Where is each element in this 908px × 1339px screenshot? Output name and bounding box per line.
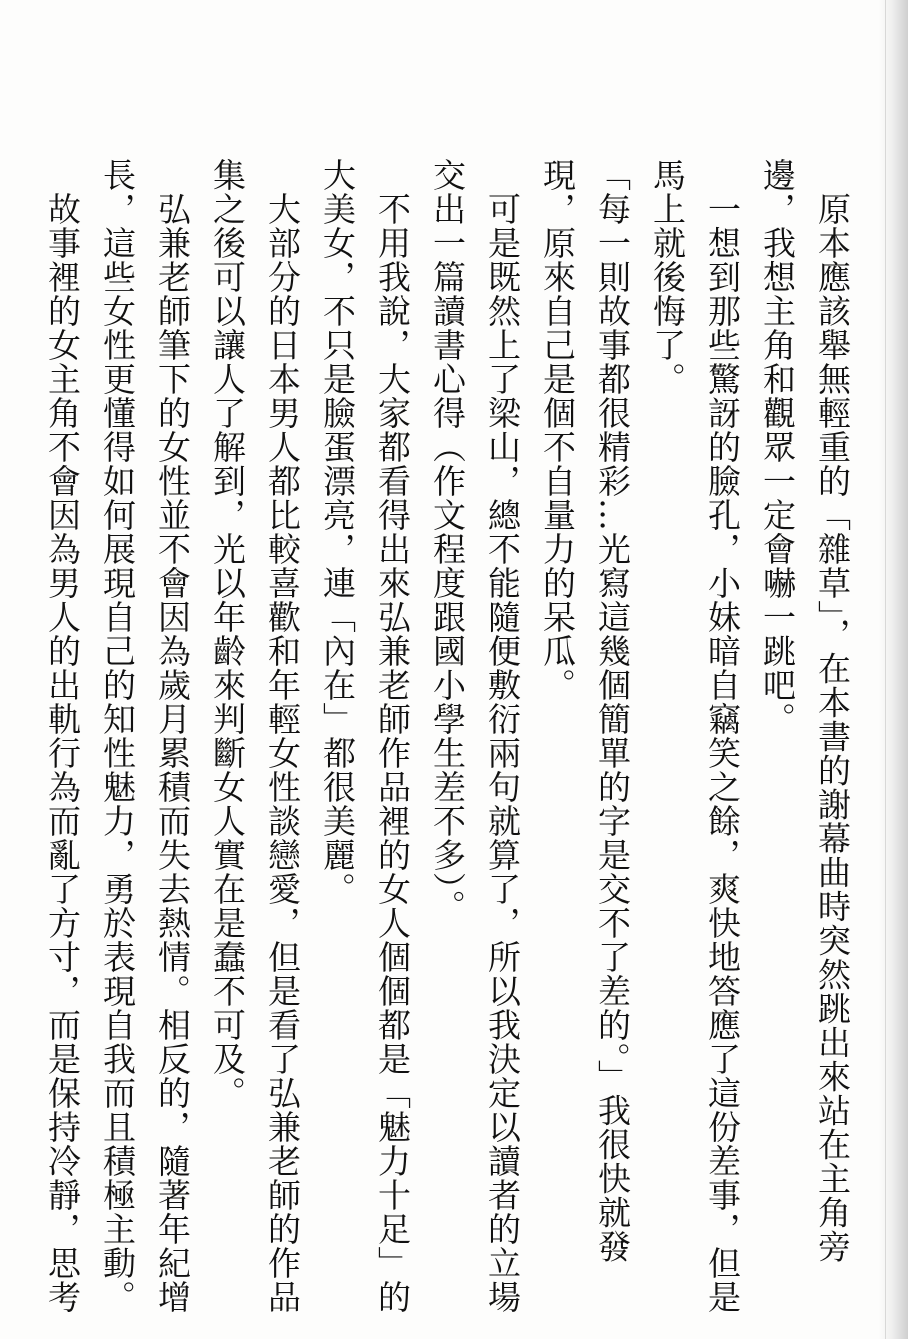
text-line: 原本應該舉無輕重的「雜草」，在本書的謝幕曲時突然跳出來站在主角旁 xyxy=(813,158,852,1264)
text-line: 馬上就後悔了。 xyxy=(648,158,687,396)
page-edge-shadow xyxy=(878,0,908,1339)
vertical-text-body xyxy=(35,158,860,1314)
text-line: 弘兼老師筆下的女性並不會因為歲月累積而失去熱情。相反的，隨著年紀增 xyxy=(153,158,192,1314)
text-line: 大美女，不只是臉蛋漂亮，連「內在」都很美麗。 xyxy=(318,158,357,906)
text-line: 邊，我想主角和觀眾一定會嚇一跳吧。 xyxy=(758,158,797,736)
text-line: 「每一則故事都很精彩…光寫這幾個簡單的字是交不了差的。」我很快就發 xyxy=(593,158,632,1264)
text-line: 大部分的日本男人都比較喜歡和年輕女性談戀愛，但是看了弘兼老師的作品 xyxy=(263,158,302,1314)
text-line: 一想到那些驚訝的臉孔，小妹暗自竊笑之餘，爽快地答應了這份差事，但是 xyxy=(703,158,742,1314)
text-line: 長，這些女性更懂得如何展現自己的知性魅力，勇於表現自我而且積極主動。 xyxy=(98,158,137,1314)
text-line: 集之後可以讓人了解到，光以年齡來判斷女人實在是蠢不可及。 xyxy=(208,158,247,1110)
text-line: 交出一篇讀書心得（作文程度跟國小學生差不多）。 xyxy=(428,158,467,924)
text-line: 現，原來自己是個不自量力的呆瓜。 xyxy=(538,158,577,702)
text-line: 故事裡的女主角不會因為男人的出軌行為而亂了方寸，而是保持冷靜，思考 xyxy=(43,158,82,1314)
text-line: 可是既然上了梁山，總不能隨便敷衍兩句就算了，所以我決定以讀者的立場 xyxy=(483,158,522,1314)
text-line: 不用我說，大家都看得出來弘兼老師作品裡的女人個個都是「魅力十足」的 xyxy=(373,158,412,1314)
